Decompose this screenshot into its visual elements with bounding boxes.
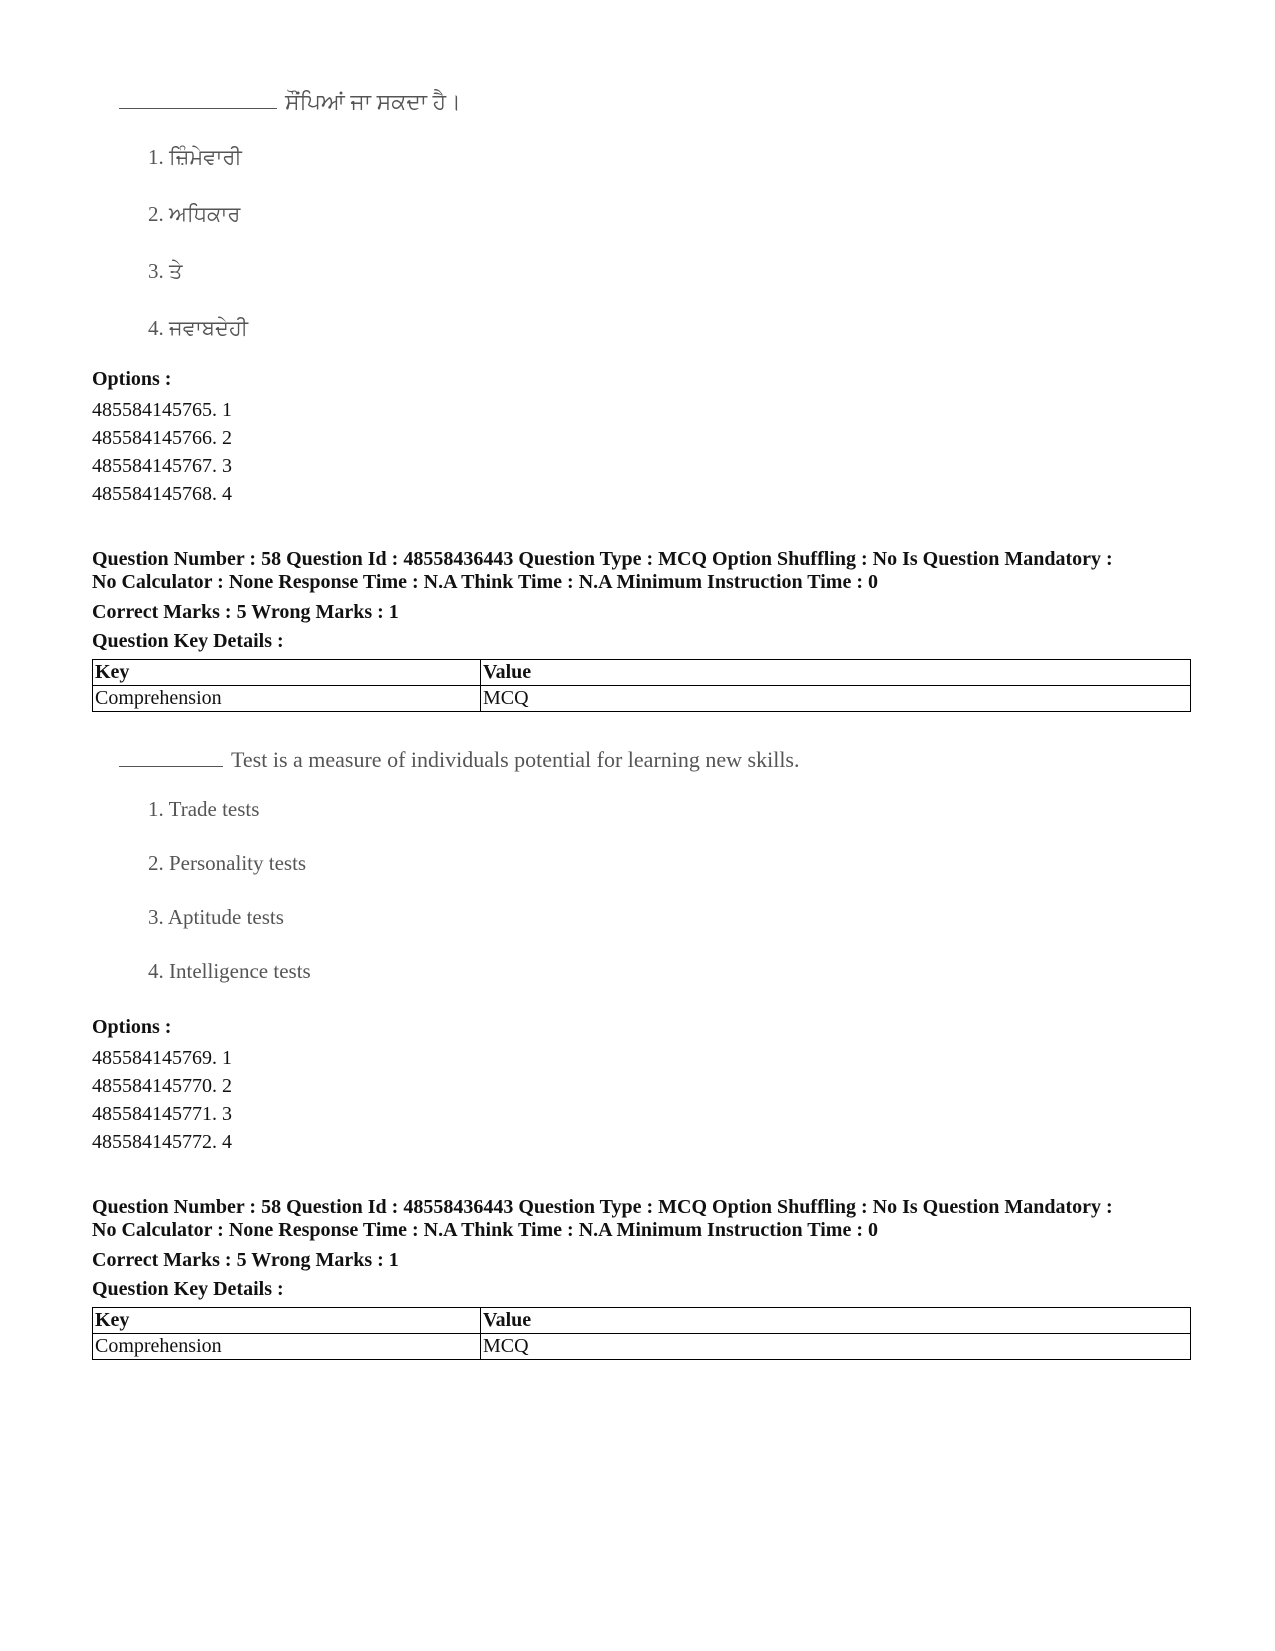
question-1-choice-4: 4. ਜਵਾਬਦੇਹੀ — [148, 316, 249, 340]
header-value: Value — [481, 660, 1191, 686]
table-header-row — [93, 1308, 1191, 1334]
question-1-choice-1: 1. ਜ਼ਿੰਮੇਵਾਰੀ — [148, 145, 242, 169]
option-row: 485584145766. 2 — [92, 427, 232, 449]
question-2-stem-text: Test is a measure of individuals potential for learning new skills. — [231, 747, 800, 772]
key-details-table — [92, 1307, 1191, 1360]
marks-line: Correct Marks : 5 Wrong Marks : 1 — [92, 1249, 399, 1271]
option-row: 485584145765. 1 — [92, 399, 232, 421]
question-meta-line-2: No Calculator : None Response Time : N.A Think Time : N.A Minimum Instruction Time : 0 — [92, 571, 878, 593]
question-meta — [92, 1196, 1152, 1242]
options-list-1 — [92, 396, 232, 508]
question-2-choice-2: 2. Personality tests — [148, 851, 307, 875]
key-details-label: Question Key Details : — [92, 630, 284, 652]
fill-blank — [119, 84, 277, 109]
question-2-choice-3: 3. Aptitude tests — [148, 905, 284, 929]
question-meta-line-1: Question Number : 58 Question Id : 48558436443 Question Type : MCQ Option Shuffling : No Is Question Mandatory : — [92, 1196, 1113, 1218]
option-row: 485584145768. 4 — [92, 483, 232, 505]
options-label: Options : — [92, 1016, 172, 1038]
question-2-choice-1: 1. Trade tests — [148, 797, 260, 821]
marks-line: Correct Marks : 5 Wrong Marks : 1 — [92, 601, 399, 623]
key-details-label: Question Key Details : — [92, 1278, 284, 1300]
cell-key: Comprehension — [93, 1334, 481, 1360]
cell-key: Comprehension — [93, 686, 481, 712]
cell-value: MCQ — [481, 686, 1191, 712]
table-row — [93, 686, 1191, 712]
question-2-choice-4: 4. Intelligence tests — [148, 959, 311, 983]
table-header-row — [93, 660, 1191, 686]
option-row: 485584145772. 4 — [92, 1131, 232, 1153]
question-1-choice-3: 3. ਤੇ — [148, 259, 183, 283]
fill-blank — [119, 744, 223, 767]
question-1-stem — [119, 84, 461, 115]
key-details-table — [92, 659, 1191, 712]
question-1-choice-2: 2. ਅਧਿਕਾਰ — [148, 202, 241, 226]
header-value: Value — [481, 1308, 1191, 1334]
question-2-stem — [119, 744, 800, 773]
question-1-stem-text: ਸੌਂਪਿਆਂ ਜਾ ਸਕਦਾ ਹੈ। — [285, 89, 461, 114]
table-row — [93, 1334, 1191, 1360]
option-row: 485584145767. 3 — [92, 455, 232, 477]
header-key: Key — [93, 660, 481, 686]
cell-value: MCQ — [481, 1334, 1191, 1360]
option-row: 485584145770. 2 — [92, 1075, 232, 1097]
question-meta-line-2: No Calculator : None Response Time : N.A Think Time : N.A Minimum Instruction Time : 0 — [92, 1219, 878, 1241]
question-meta-line-1: Question Number : 58 Question Id : 48558436443 Question Type : MCQ Option Shuffling : No Is Question Mandatory : — [92, 548, 1113, 570]
header-key: Key — [93, 1308, 481, 1334]
option-row: 485584145771. 3 — [92, 1103, 232, 1125]
question-meta — [92, 548, 1152, 594]
option-row: 485584145769. 1 — [92, 1047, 232, 1069]
options-label: Options : — [92, 368, 172, 390]
options-list-2 — [92, 1044, 232, 1156]
